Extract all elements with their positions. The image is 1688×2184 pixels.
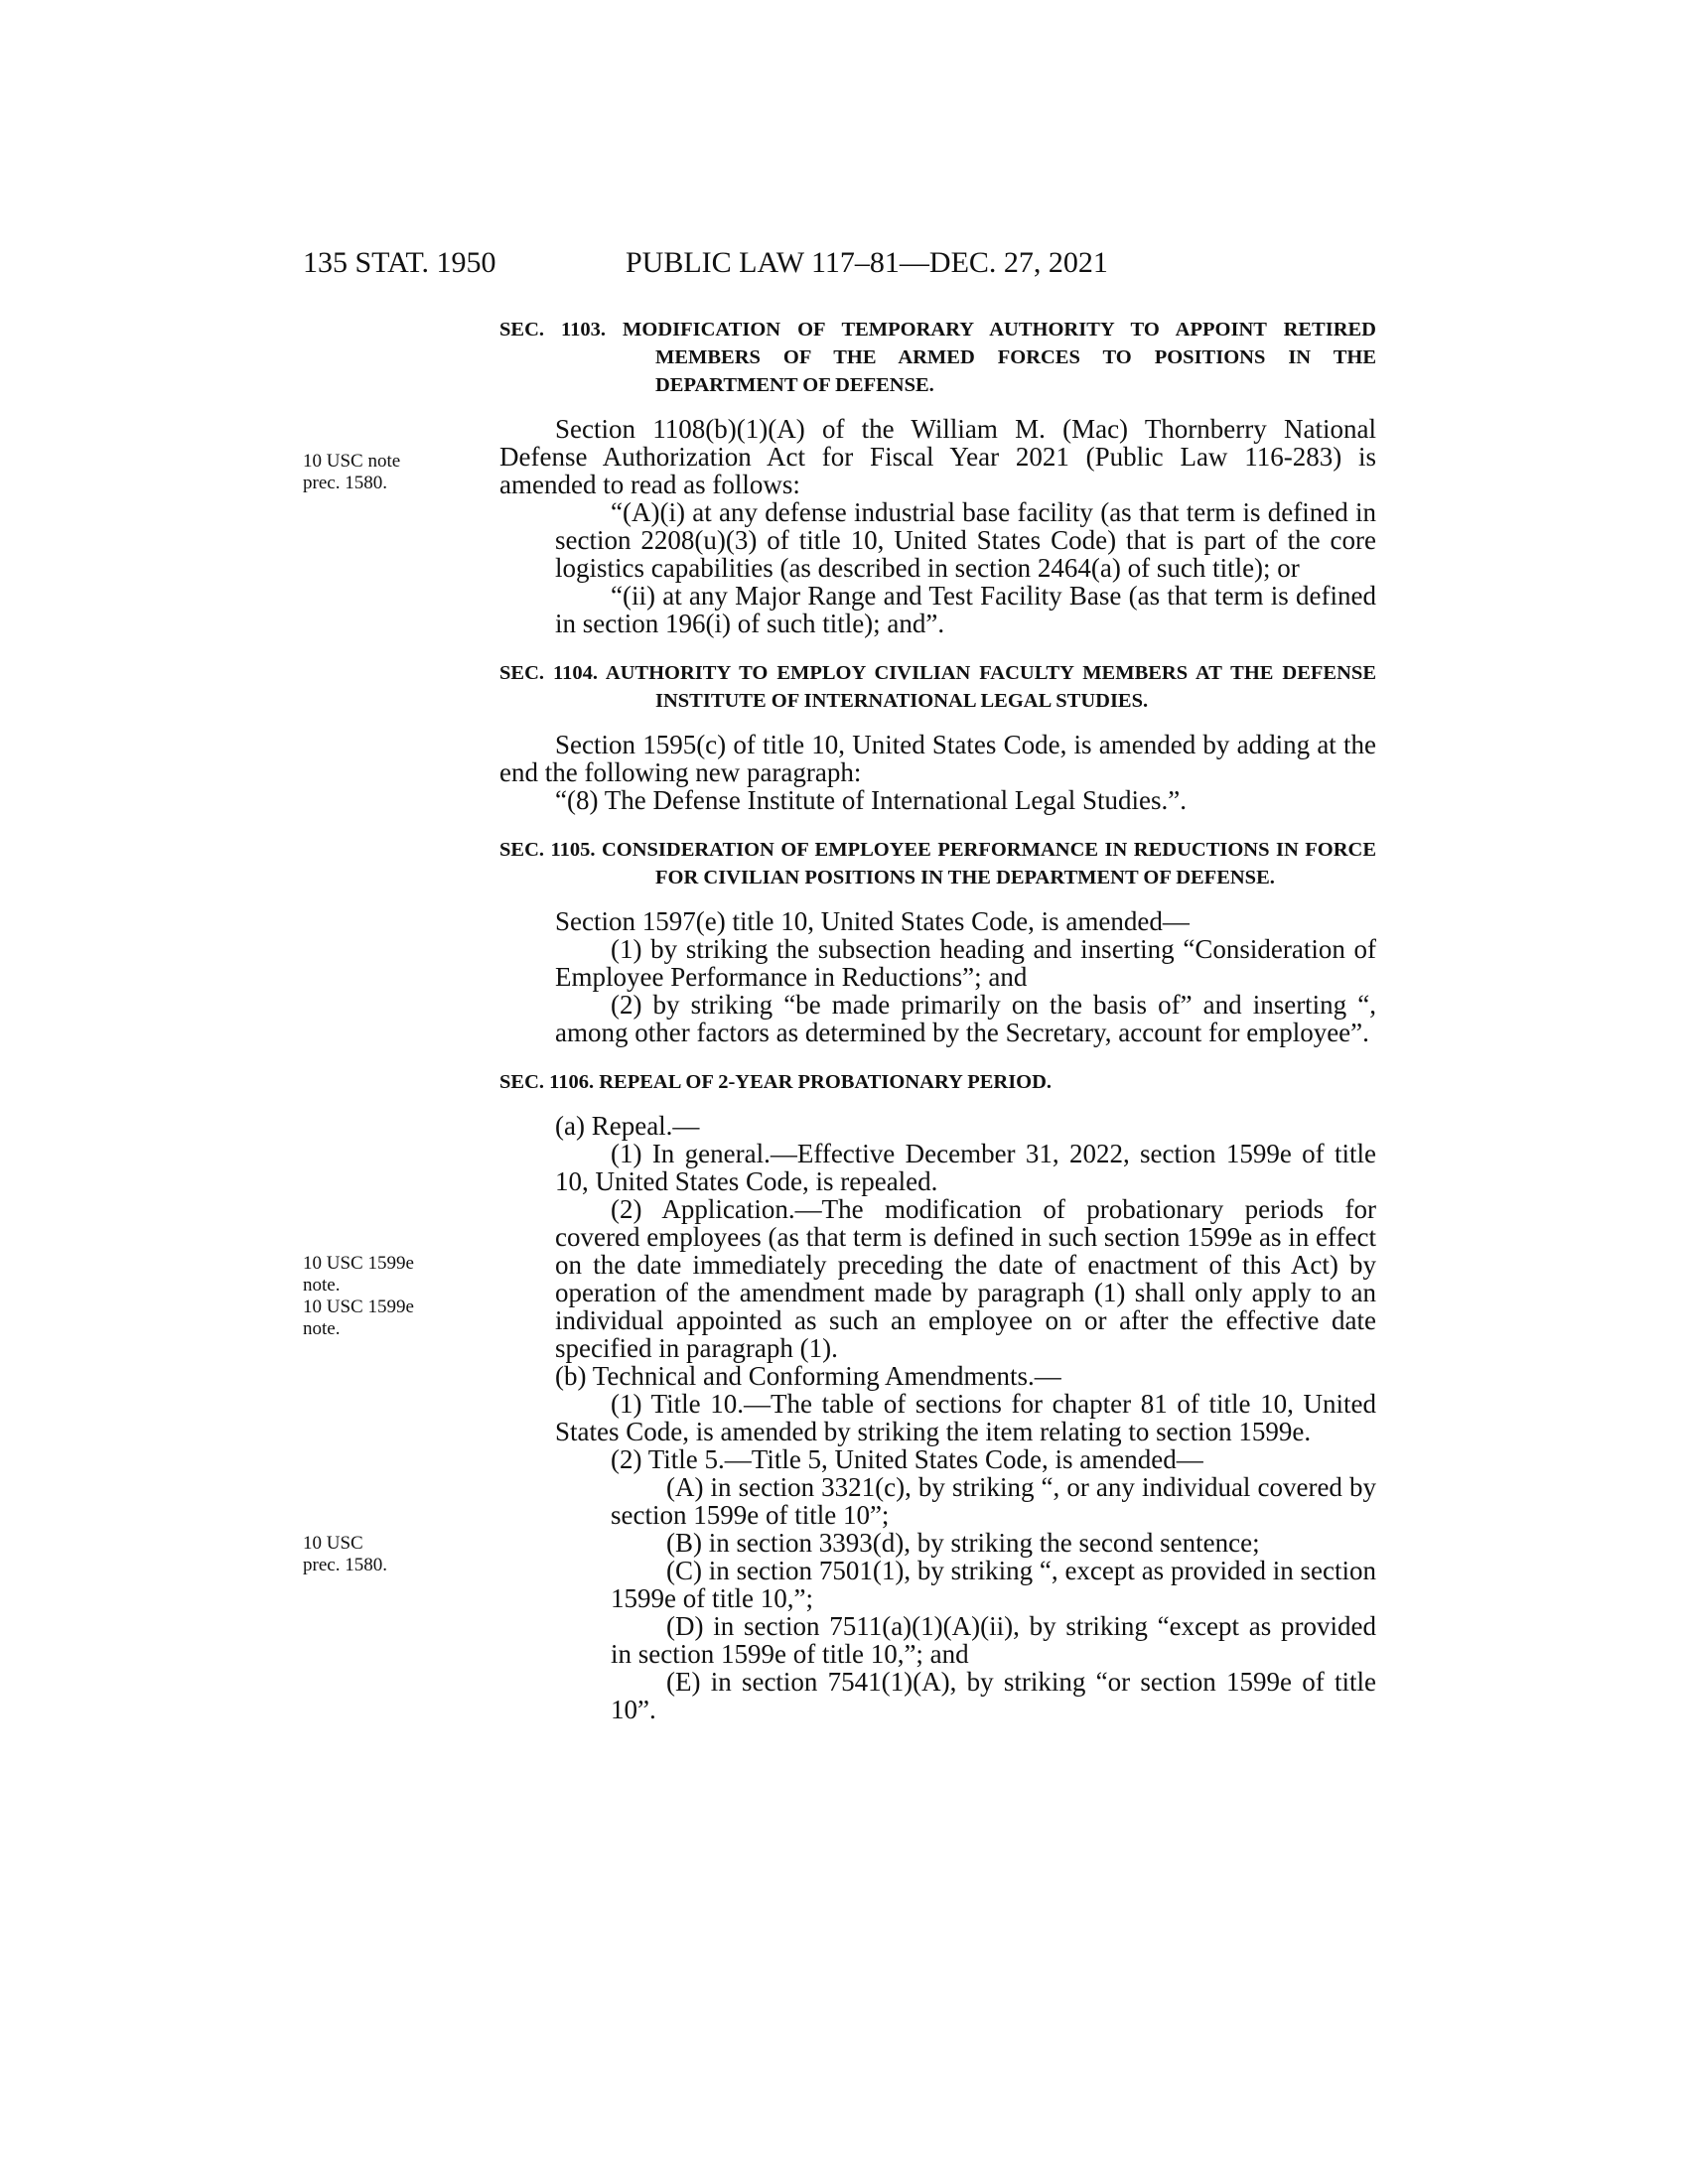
section-1104-paragraph-8: “(8) The Defense Institute of International Legal Studies.”. <box>555 785 1188 815</box>
subsection-b-label: (b) Technical and Conforming Amendments.— <box>555 1361 1061 1391</box>
section-1103-intro: Section 1108(b)(1)(A) of the William M. (Mac) Thornberry National Defense Authorization Act for Fiscal Year 2021 (Public Law 116-283) is amended to read as follows: <box>499 414 1376 499</box>
section-1103-clause-a-i: “(A)(i) at any defense industrial base facility (as that term is defined in section 2208(u)(3) of title 10, United States Code) that is part of the core logistics capabilities (as described in section 2464(a) of such title); or <box>555 497 1376 583</box>
section-1103-clause-ii: “(ii) at any Major Range and Test Facility Base (as that term is defined in section 196(i) of such title); and”. <box>555 581 1376 638</box>
margin-note-line: 10 USC 1599e <box>303 1253 414 1274</box>
section-1104-intro: Section 1595(c) of title 10, United States Code, is amended by adding at the end the following new paragraph: <box>499 730 1376 787</box>
margin-note-2 <box>303 1253 452 1340</box>
page-header <box>303 246 1365 286</box>
subsection-a-paragraph-1: (1) In general.—Effective December 31, 2022, section 1599e of title 10, United States Code, is repealed. <box>555 1139 1376 1196</box>
margin-note-3 <box>303 1533 452 1576</box>
stat-page-number: 135 STAT. 1950 <box>303 246 496 279</box>
margin-note-line: note. <box>303 1318 341 1339</box>
section-1105-paragraph-2: (2) by striking “be made primarily on the basis of” and inserting “, among other factors as determined by the Secretary, account for employee”. <box>555 990 1376 1047</box>
margin-note-line: 10 USC note <box>303 451 401 472</box>
statute-body <box>499 316 1376 1723</box>
subparagraph-d: (D) in section 7511(a)(1)(A)(ii), by striking “except as provided in section 1599e of title 10,”; and <box>611 1611 1376 1669</box>
section-1105-intro: Section 1597(e) title 10, United States Code, is amended— <box>555 906 1190 936</box>
public-law-citation: PUBLIC LAW 117–81—DEC. 27, 2021 <box>626 246 1108 279</box>
section-1105-paragraph-1: (1) by striking the subsection heading and inserting “Consideration of Employee Performance in Reductions”; and <box>555 934 1376 992</box>
section-1103-heading: SEC. 1103. MODIFICATION OF TEMPORARY AUTHORITY TO APPOINT RETIRED MEMBERS OF THE ARMED FORCES TO POSITIONS IN THE DEPARTMENT OF DEFENSE. <box>499 319 1376 396</box>
subparagraph-c: (C) in section 7501(1), by striking “, except as provided in section 1599e of title 10,”; <box>611 1556 1376 1613</box>
margin-note-1 <box>303 451 452 494</box>
margin-note-line: 10 USC 1599e <box>303 1297 414 1317</box>
subparagraph-a: (A) in section 3321(c), by striking “, or any individual covered by section 1599e of title 10”; <box>611 1472 1376 1530</box>
margin-note-line: prec. 1580. <box>303 1555 387 1575</box>
subsection-a-label: (a) Repeal.— <box>555 1111 700 1141</box>
margin-note-line: 10 USC <box>303 1533 363 1554</box>
section-1106-heading: SEC. 1106. REPEAL OF 2-YEAR PROBATIONARY PERIOD. <box>499 1071 1053 1093</box>
section-1105-heading: SEC. 1105. CONSIDERATION OF EMPLOYEE PERFORMANCE IN REDUCTIONS IN FORCE FOR CIVILIAN POSITIONS IN THE DEPARTMENT OF DEFENSE. <box>499 839 1376 888</box>
subsection-a-paragraph-2: (2) Application.—The modification of probationary periods for covered employees (as that term is defined in such section 1599e as in effect on the date immediately preceding the date of enactment of this Act) by operation of the amendment made by paragraph (1) shall only apply to an individual appointed as such an employee on or after the effective date specified in paragraph (1). <box>555 1194 1376 1363</box>
subparagraph-e: (E) in section 7541(1)(A), by striking “or section 1599e of title 10”. <box>611 1667 1376 1724</box>
subparagraph-b: (B) in section 3393(d), by striking the second sentence; <box>666 1528 1260 1558</box>
margin-note-line: prec. 1580. <box>303 473 387 493</box>
section-1104-heading: SEC. 1104. AUTHORITY TO EMPLOY CIVILIAN FACULTY MEMBERS AT THE DEFENSE INSTITUTE OF INTERNATIONAL LEGAL STUDIES. <box>499 662 1376 712</box>
subsection-b-paragraph-1: (1) Title 10.—The table of sections for chapter 81 of title 10, United States Code, is amended by striking the item relating to section 1599e. <box>555 1389 1376 1446</box>
subsection-b-paragraph-2: (2) Title 5.—Title 5, United States Code, is amended— <box>611 1444 1203 1474</box>
margin-note-line: note. <box>303 1275 341 1296</box>
